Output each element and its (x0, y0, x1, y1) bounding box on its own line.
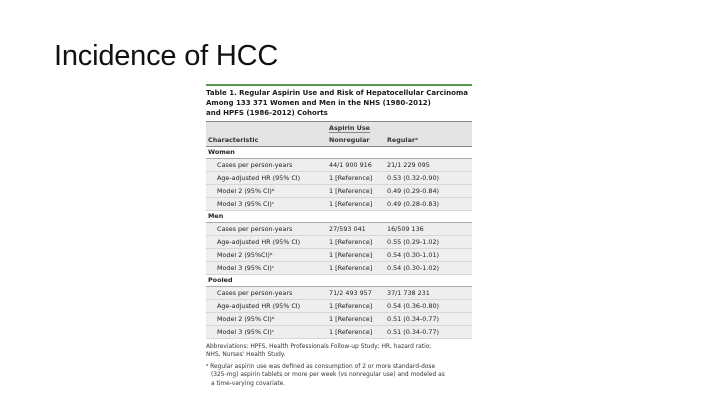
table-row (206, 287, 472, 300)
nonregular-cell: 1 [Reference] (327, 236, 385, 249)
row-label: Model 3 (95% CI)ᶜ (206, 261, 327, 274)
regular-cell: 16/509 136 (385, 223, 472, 236)
nonregular-header: Nonregular (327, 134, 385, 146)
nonregular-cell: 1 [Reference] (327, 197, 385, 210)
row-label: Model 2 (95%CI)ᵇ (206, 248, 327, 261)
caption-line: Table 1. Regular Aspirin Use and Risk of Hepatocellular Carcinoma (206, 89, 468, 97)
regular-header: Regularᵃ (385, 134, 472, 146)
footnote-a-line: (325-mg) aspirin tablets or more per week (vs nonregular use) and modeled as (211, 372, 445, 379)
regular-cell: 0.54 (0.36-0.80) (385, 300, 472, 313)
nonregular-cell: 1 [Reference] (327, 300, 385, 313)
group-label: Women (206, 146, 472, 159)
caption-line: and HPFS (1986-2012) Cohorts (206, 109, 328, 117)
row-label: Cases per person-years (206, 223, 327, 236)
aspirin-use-header: Aspirin Use (329, 123, 370, 132)
group-row-pooled (206, 274, 472, 287)
regular-cell: 0.49 (0.29-0.84) (385, 184, 472, 197)
regular-cell: 0.54 (0.30-1.02) (385, 261, 472, 274)
abbreviations-line: NHS, Nurses' Health Study. (206, 352, 286, 359)
regular-cell: 0.51 (0.34-0.77) (385, 312, 472, 325)
regular-cell: 0.54 (0.30-1.01) (385, 248, 472, 261)
group-label: Pooled (206, 274, 472, 287)
regular-cell: 0.49 (0.28-0.83) (385, 197, 472, 210)
row-label: Age-adjusted HR (95% CI) (206, 236, 327, 249)
row-label: Cases per person-years (206, 159, 327, 172)
regular-cell: 37/1 738 231 (385, 287, 472, 300)
row-label: Model 3 (95% CI)ᶜ (206, 197, 327, 210)
table-row (206, 197, 472, 210)
nonregular-cell: 44/1 900 916 (327, 159, 385, 172)
regular-cell: 0.51 (0.34-0.77) (385, 325, 472, 338)
table-row (206, 172, 472, 185)
row-label: Model 2 (95% CI)ᵇ (206, 312, 327, 325)
nonregular-cell: 71/2 493 957 (327, 287, 385, 300)
nonregular-cell: 1 [Reference] (327, 248, 385, 261)
row-label: Model 2 (95% CI)ᵇ (206, 184, 327, 197)
nonregular-cell: 1 [Reference] (327, 261, 385, 274)
regular-cell: 0.55 (0.29-1.02) (385, 236, 472, 249)
accent-rule (206, 84, 472, 86)
row-label: Age-adjusted HR (95% CI) (206, 300, 327, 313)
results-table (206, 121, 472, 339)
nonregular-cell: 27/593 041 (327, 223, 385, 236)
footnote-a-line: a time-varying covariate. (211, 380, 286, 387)
table-row (206, 312, 472, 325)
footnote-a-line: ᵃ Regular aspirin use was defined as consumption of 2 or more standard-dose (206, 363, 436, 370)
nonregular-cell: 1 [Reference] (327, 325, 385, 338)
table-row (206, 184, 472, 197)
group-label: Men (206, 210, 472, 223)
table-row (206, 236, 472, 249)
table-figure (206, 84, 472, 389)
nonregular-cell: 1 [Reference] (327, 184, 385, 197)
nonregular-cell: 1 [Reference] (327, 172, 385, 185)
regular-cell: 21/1 229 095 (385, 159, 472, 172)
table-row (206, 300, 472, 313)
table-caption (206, 88, 472, 121)
regular-cell: 0.53 (0.32-0.90) (385, 172, 472, 185)
nonregular-cell: 1 [Reference] (327, 312, 385, 325)
table-row (206, 223, 472, 236)
table-row (206, 261, 472, 274)
group-row-women (206, 146, 472, 159)
row-label: Model 3 (95% CI)ᶜ (206, 325, 327, 338)
slide-title: Incidence of HCC (54, 40, 279, 72)
table-row (206, 159, 472, 172)
caption-line: Among 133 371 Women and Men in the NHS (1980-2012) (206, 99, 431, 107)
table-row (206, 248, 472, 261)
header-row-columns (206, 134, 472, 146)
row-label: Cases per person-years (206, 287, 327, 300)
table-footnotes (206, 343, 472, 389)
table-row (206, 325, 472, 338)
group-row-men (206, 210, 472, 223)
row-label: Age-adjusted HR (95% CI) (206, 172, 327, 185)
header-row-group (206, 122, 472, 134)
abbreviations-line: Abbreviations: HPFS, Health Professionals Follow-up Study; HR, hazard ratio; (206, 343, 432, 350)
characteristic-header: Characteristic (206, 134, 327, 146)
